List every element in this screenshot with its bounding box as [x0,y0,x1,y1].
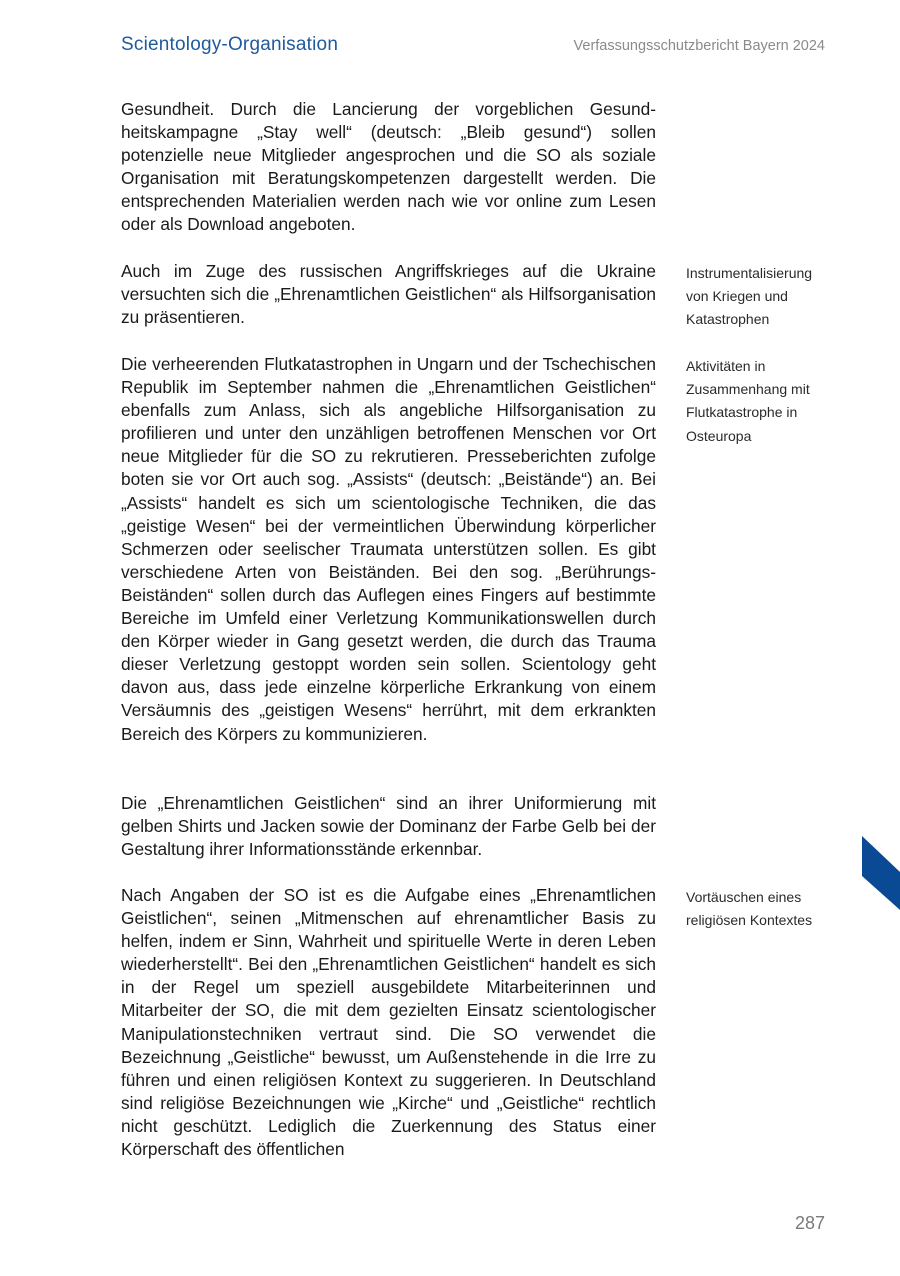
paragraph-5: Nach Angaben der SO ist es die Aufgabe eines „Ehrenamtlichen Geistlichen“, seinen „Mitmenschen auf ehrenamtlicher Basis zu helfen, indem er Sinn, Wahrheit und spirituelle Werte in deren Leben wiederherstellt“. Bei den „Ehrenamtlichen Geistlichen“ handelt es sich in der Regel um speziell ausgebildete Mitarbeiterinnen und Mitarbeiter der SO, die mit dem gezielten Einsatz scientologischer Manipulationstechniken vertraut sind. Die SO verwendet die Bezeichnung „Geistliche“ bewusst, um Außenstehende in die Irre zu führen und einen religiösen Kontext zu suggerieren. In Deutschland sind religiöse Bezeichnungen wie „Kirche“ und „Geistliche“ rechtlich nicht geschützt. Lediglich die Zuerkennung des Status einer Körperschaft des öffentlichen [121,885,656,1160]
publication-title: Verfassungsschutzbericht Bayern 2024 [573,38,825,54]
margin-note-3: Vortäuschen eines religiösen Kontextes [686,889,813,929]
section-title: Scientology-Organisation [121,34,339,55]
paragraph-1: Gesundheit. Durch die Lancierung der vorgeblichen Gesundheitskampagne „Stay well“ (deutsch: „Bleib gesund“) sollen potenzielle neue Mitglieder angesprochen und die SO als soziale Organisation mit Beratungskompetenzen dargestellt werden. Die entsprechenden Materialien werden nach wie vor online zum Lesen oder als Download angeboten. [121,99,656,235]
page-number: 287 [794,1213,825,1233]
margin-note-1: Instrumentalisierung von Kriegen und Katastrophen [686,265,813,328]
margin-note-2: Aktivitäten in Zusammenhang mit Flutkatastrophe in Osteuropa [686,358,810,444]
paragraph-4: Die „Ehrenamtlichen Geistlichen“ sind an ihrer Uniformierung mit gelben Shirts und Jacken sowie der Dominanz der Farbe Gelb bei der Gestaltung ihrer Informationsstände erkennbar. [121,793,656,860]
paragraph-3: Die verheerenden Flutkatastrophen in Ungarn und der Tschechischen Republik im September nahmen die „Ehrenamtlichen Geistlichen“ ebenfalls zum Anlass, sich als angebliche Hilfsorganisation zu profilieren und unter den unzähligen betroffenen Menschen vor Ort neue Mitglieder für die SO zu rekrutieren. Presseberichten zufolge boten sie vor Ort auch sog. „Assists“ (deutsch: „Beistände“) an. Bei „Assists“ handelt es sich um scientologische Techniken, die das „geistige Wesen“ bei der vermeintlichen Überwindung körperlicher Schmerzen oder seelischer Traumata unterstützen sollen. Es gibt verschiedene Arten von Beiständen. Bei den sog. „Berührungs-Beiständen“ sollen durch das Auflegen eines Fingers auf bestimmte Bereiche im Umfeld einer Verletzung Kommunikationswellen durch den Körper wieder in Gang gesetzt werden, die durch das Trauma dieser Verletzung gestoppt worden sein sollen. Scientology geht davon aus, dass jede einzelne körperliche Erkrankung von einem Versäumnis des „geistigen Wesens“ herrührt, mit dem erkrankten Bereich des Körpers zu kommunizieren. [121,354,656,744]
paragraph-2: Auch im Zuge des russischen Angriffskrieges auf die Ukraine versuchten sich die „Ehrenamtlichen Geistlichen“ als Hilfsorganisation zu präsentieren. [121,261,656,328]
chapter-tab-marker [862,836,900,910]
